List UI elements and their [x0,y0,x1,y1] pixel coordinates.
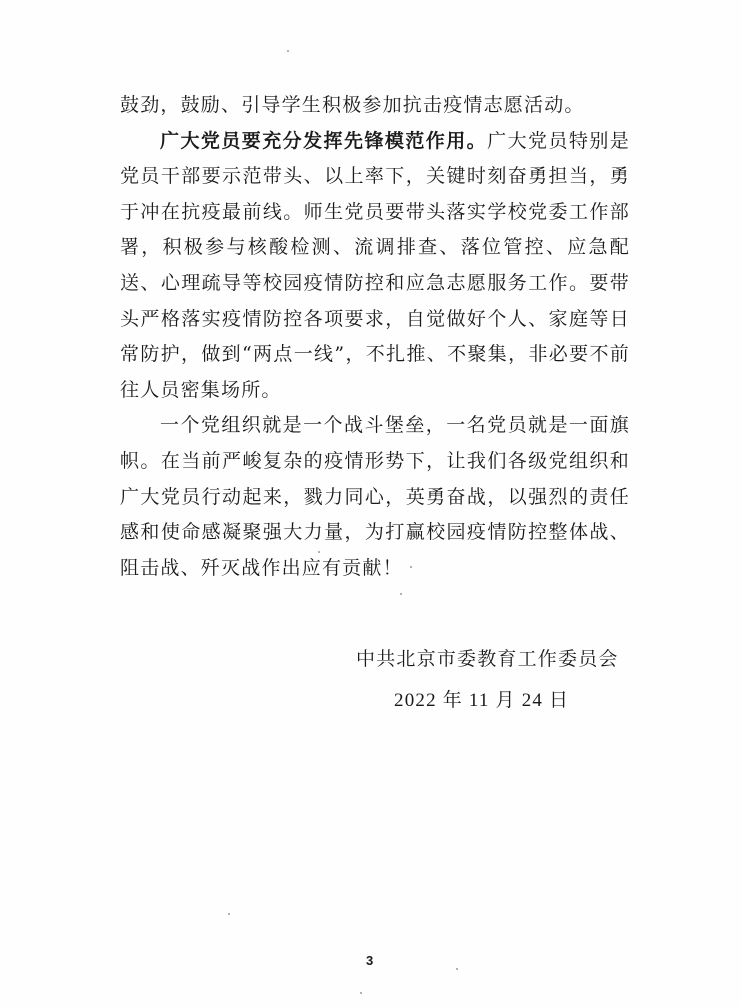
scan-speck [360,992,362,994]
signature-date: 2022 年 11 月 24 日 [394,690,570,711]
scan-speck [456,968,458,970]
scan-speck [228,913,230,915]
paragraph-1 [120,88,630,124]
signature-block [356,644,636,712]
scan-speck [400,593,402,595]
paragraph-3-text: 一个党组织就是一个战斗堡垒，一名党员就是一面旗帜。在当前严峻复杂的疫情形势下，让我们各级党组织和广大党员行动起来，戮力同心，英勇奋战，以强烈的责任感和使命感凝聚强大力量，为打赢校园疫情防控整体战、阻击战、歼灭战作出应有贡献！ [120,414,630,579]
paragraph-3 [120,408,630,586]
scan-speck [410,566,412,568]
page-number: 3 [366,953,374,968]
body-text [120,88,630,586]
scan-speck [318,551,320,553]
paragraph-2 [120,124,630,409]
scan-speck [287,50,289,52]
paragraph-2-text: 广大党员特别是党员干部要示范带头、以上率下，关键时刻奋勇担当，勇于冲在抗疫最前线。师生党员要带头落实学校党委工作部署，积极参与核酸检测、流调排查、落位管控、应急配送、心理疏导等校园疫情防控和应急志愿服务工作。要带头严格落实疫情防控各项要求，自觉做好个人、家庭等日常防护，做到“两点一线”，不扎推、不聚集，非必要不前往人员密集场所。 [120,129,630,401]
paragraph-1-text: 鼓劲，鼓励、引导学生积极参加抗击疫情志愿活动。 [120,94,585,116]
paragraph-2-lead: 广大党员要充分发挥先锋模范作用。 [160,129,488,152]
signature-organization: 中共北京市委教育工作委员会 [356,648,619,670]
